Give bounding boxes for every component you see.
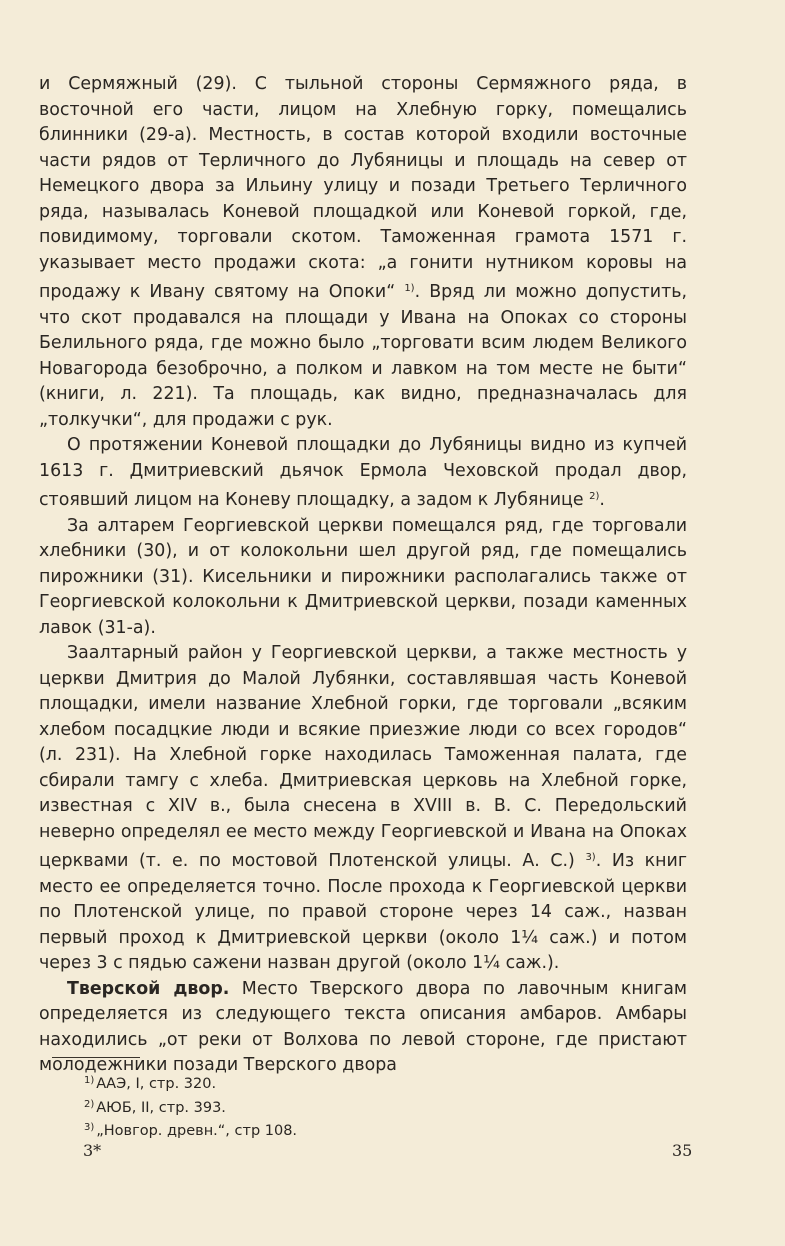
footnote-1: $^{1)}$ ААЭ, I, стр. 320.: [84, 1075, 217, 1092]
footnote-3: $^{3)}$ „Новгор. древн.“, стр 108.: [84, 1122, 298, 1139]
paragraph-1: и Сермяжный (29). С тыльной стороны Сермяжного ряда, в восточной его части, лицом на Хлебную горку, помещались блинники (29-а). Местность, в состав которой входили восточные части рядов от Терличного до Лубяницы и площадь на север от Немецкого двора за Ильину улицу и позади Третьего Терличного ряда, называлась Коневой площадкой или Коневой горкой, где, повидимому, торговали скотом. Таможенная грамота 1571 г. указывает место продажи скота: „а гонити нутником коровы на продажу к Ивану святому на Опоки“ $^{1)}$. Вряд ли можно допустить, что скот продавался на площади у Ивана на Опоках со стороны Белильного ряда, где можно было „торговати всим людем Великого Новагорода безоброчно, а полком и лавком на том месте не быти“ (книги, л. 221). Та площадь, как видно, предназначалась для „толкучки“, для продажи с рук.: [39, 74, 687, 430]
page-number: 35: [672, 1141, 693, 1160]
paragraph-2: О протяжении Коневой площадки до Лубяницы видно из купчей 1613 г. Дмитриевский дьячок Ермола Чеховской продал двор, стоявший лицом на Коневу площадку, а задом к Лубянице $^{2)}$.: [39, 435, 687, 510]
paragraph-3: За алтарем Георгиевской церкви помещался ряд, где торговали хлебники (30), и от колокольни шел другой ряд, где помещались пирожники (31). Кисельники и пирожники располагались также от Георгиевской колокольни к Дмитриевской церкви, позади каменных лавок (31-а).: [39, 515, 687, 638]
section-heading: Тверской двор.: [67, 978, 230, 999]
footnote-separator: [52, 1057, 140, 1058]
footnote-ref-3: 3): [585, 852, 596, 863]
footnotes: [84, 1071, 297, 1142]
footnote-ref-2: 2): [589, 491, 600, 502]
body-text: [39, 72, 687, 1079]
signature-mark: 3*: [83, 1141, 102, 1160]
paragraph-5: Тверской двор. Место Тверского двора по лавочным книгам определяется из следующего текста описания амбаров. Амбары находились „от реки от Волхова по левой стороне, где пристают молодежники позади Тверского двора: [39, 978, 687, 1075]
footnote-ref-1: 1): [404, 283, 415, 294]
paragraph-4: Заалтарный район у Георгиевской церкви, а также местность у церкви Дмитрия до Малой Лубянки, составлявшая часть Коневой площадки, имели название Хлебной горки, где торговали „всяким хлебом посадцкие люди и всякие приезжие люди со всех городов“ (л. 231). На Хлебной горке находилась Таможенная палата, где сбирали тамгу с хлеба. Дмитриевская церковь на Хлебной горке, известная с XIV в., была снесена в XVIII в. В. С. Передольский неверно определял ее место между Георгиевской и Ивана на Опоках церквами (т. е. по мостовой Плотенской улицы. А. С.) $^{3)}$. Из книг место ее определяется точно. После прохода к Георгиевской церкви по Плотенской улице, по правой стороне через 14 саж., назван первый проход к Дмитриевской церкви (около 1¼ саж.) и потом через 3 с пядью сажени назван другой (около 1¼ саж.).: [39, 643, 687, 973]
footnote-2: $^{2)}$ АЮБ, II, стр. 393.: [84, 1098, 226, 1116]
